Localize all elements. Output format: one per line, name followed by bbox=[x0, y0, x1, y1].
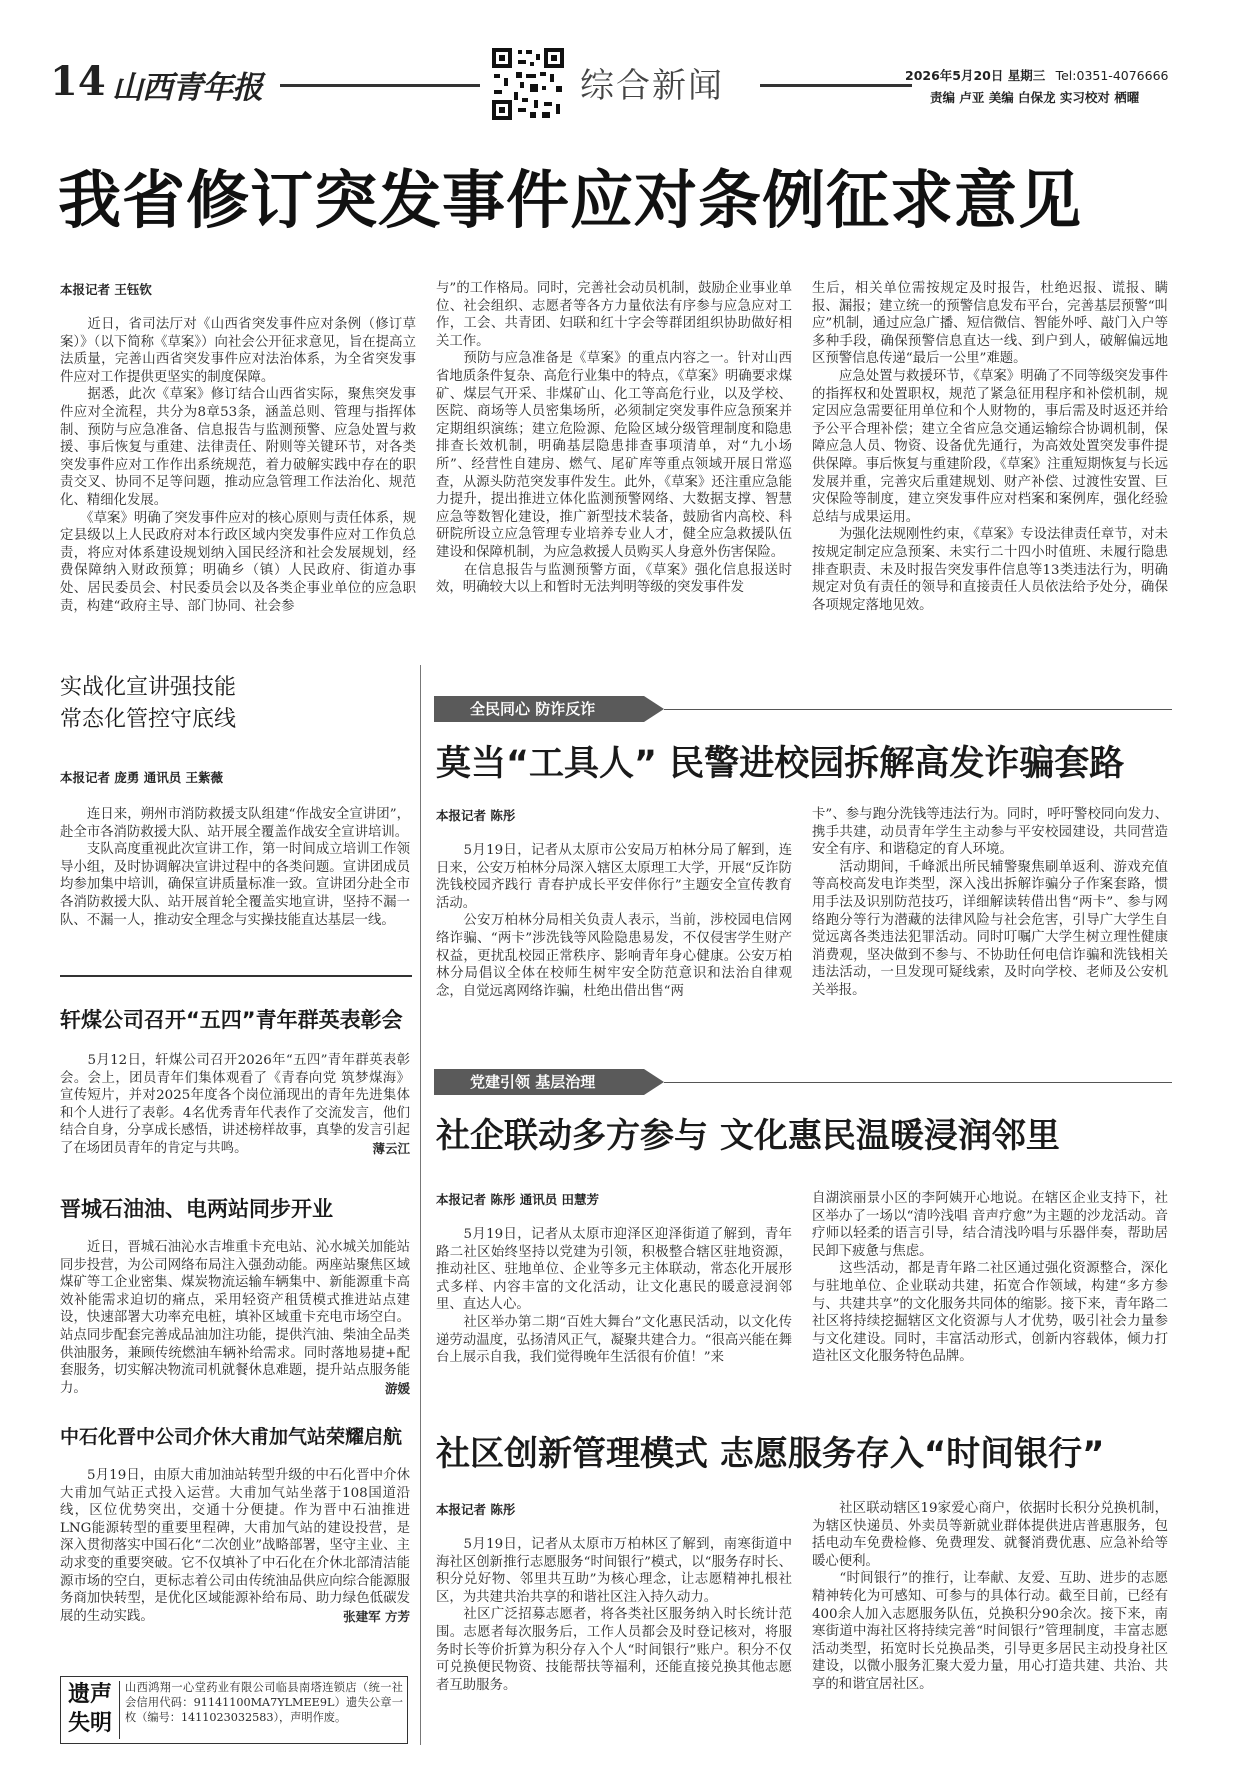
masthead-rule-left bbox=[280, 84, 480, 87]
qr-code-icon bbox=[490, 46, 566, 122]
section-tag-anti-fraud: 全民同心 防诈反诈 bbox=[434, 696, 644, 722]
story-c-column-2: 自湖滨丽景小区的李阿姨开心地说。在辖区企业支持下，社区举办了一场以“清吟浅唱 音声疗愈”为主题的沙龙活动。音疗师以轻柔的语言引导，结合清浅吟唱与乐器伴奏，帮助居民卸下疲惫与焦虑。 这些活动，都是青年路二社区通过强化资源整合，深化与驻地单位、企业联动共建，拓宽合作领域，构建“多方参与、共建共享”的文化服务共同体的缩影。接下来，青年路二社区将持续挖掘辖区文化资源与人才优势，吸引社会力量参与文化建设。同时，丰富活动形式，创新内容载体，倾力打造社区文化服务特色品牌。 bbox=[812, 1191, 1168, 1365]
story-d-column-1: 5月19日，记者从太原市万柏林区了解到，南寒街道中海社区创新推行志愿服务“时间银行”模式，以“服务存时长、积分兑好物、邻里共互助”为核心理念，让志愿精神扎根社区，为共建共治共享的和谐社区注入持久动力。 社区广泛招募志愿者，将各类社区服务纳入时长统计范围。志愿者每次服务后，工作人员都会及时登记核对，将服务时长等价折算为积分存入个人“时间银行”账户。积分不仅可兑换便民物资、技能帮扶等福利，还能直接兑换其他志愿者互助服务。 bbox=[436, 1537, 792, 1693]
story-b-column-1: 5月19日，记者从太原市公安局万柏林分局了解到，连日来，公安万柏林分局深入辖区太原理工大学，开展“反诈防洗钱校园齐践行 青春护成长平安伴你行”主题安全宣传教育活动。 公安万柏林分局相关负责人表示，当前，涉校园电信网络诈骗、“两卡”涉洗钱等风险隐患易发，不仅侵害学生财产权益，更扰乱校园正常秩序、影响青年身心健康。公安万柏林分局倡议全体在校师生树牢安全防范意识和法治自律观念，自觉远离网络诈骗，杜绝出借出售“两 bbox=[436, 843, 792, 999]
lead-column-2: 与”的工作格局。同时，完善社会动员机制，鼓励企业事业单位、社会组织、志愿者等各方力量依法有序参与应急应对工作，工会、共青团、妇联和红十字会等群团组织协助做好相关工作。 预防与应急准备是《草案》的重点内容之一。针对山西省地质条件复杂、高危行业集中的特点，《草案》明确要求煤矿、煤层气开采、非煤矿山、化工等高危行业，以及学校、医院、商场等人员密集场所，必须制定突发事件应急预案并定期组织演练；建立危险源、危险区域分级管理制度和隐患排查长效机制，明确基层隐患排查事项清单，对“九小场所”、经营性自建房、燃气、尾矿库等重点领域开展日常巡查，从源头防范突发事件发生。此外，《草案》还注重应急能力提升，提出推进立体化监测预警网络、大数据支撑、智慧应急等数智化建设，推广新型技术装备，鼓励省内高校、科研院所设立应急管理专业培养专业人才，健全应急救援队伍建设和保障机制，为应急救援人员购买人身意外伤害保险。 在信息报告与监测预警方面，《草案》强化信息报送时效，明确较大以上和暂时无法判明等级的突发事件发 bbox=[436, 281, 792, 596]
phone-number: Tel:0351-4076666 bbox=[1055, 68, 1169, 83]
notice-divider bbox=[119, 1681, 120, 1739]
brief-2-headline: 轩煤公司召开“五四”青年群英表彰会 bbox=[60, 1008, 403, 1032]
story-b-headline: 莫当“工具人” 民警进校园拆解高发诈骗套路 bbox=[436, 744, 1125, 784]
brief-1-text: 连日来，朔州市消防救援支队组建“作战安全宣讲团”，赴全市各消防救援大队、站开展全覆盖作战安全宣讲培训。 支队高度重视此次宣讲工作，第一时间成立培训工作领导小组，及时协调解决宣讲过程中的各类问题。宣讲团成员均参加集中培训，确保宣讲质量标准一致。宣讲团分赴全市各消防救援大队、站开展首轮全覆盖实地宣讲，坚持不漏一队、不漏一人，推动安全理念与实操技能直达基层一线。 bbox=[60, 807, 410, 928]
editors-line: 责编 卢亚 美编 白保龙 实习校对 栖曜 bbox=[930, 90, 1140, 105]
story-b-column-2: 卡”、参与跑分洗钱等违法行为。同时，呼吁警校同向发力、携手共建，动员青年学生主动参与平安校园建设，共同营造安全有序、和谐稳定的育人环境。 活动期间，千峰派出所民辅警聚焦刷单返利、游戏充值等高校高发电诈类型，深入浅出拆解诈骗分子作案套路，惯用手法及识别防范技巧，详细解读转借出售“两卡”、参与网络跑分等行为潜藏的法律风险与社会危害，引导广大学生自觉远离各类违法犯罪活动。同时叮嘱广大学生树立理性健康消费观，坚决做到不参与、不协助任何电信诈骗和洗钱相关违法活动，一旦发现可疑线索，及时向学校、老师及公安机关举报。 bbox=[812, 807, 1168, 998]
brief-1-byline: 本报记者 庞勇 通讯员 王紫薇 bbox=[60, 770, 224, 785]
story-d-column-2: 社区联动辖区19家爱心商户，依据时长积分兑换机制，为辖区快递员、外卖员等新就业群体提供进店普惠服务，包括电动车免费检修、免费理发、就餐消费优惠、应急补给等暖心便利。 “时间银行”的推行，让奉献、友爱、互助、进步的志愿精神转化为可感知、可参与的具体行动。截至目前，已经有400余人加入志愿服务队伍，兑换积分90余次。接下来，南寒街道中海社区将持续完善“时间银行”管理制度，丰富志愿活动类型，拓宽时长兑换品类，引导更多居民主动投身社区建设，以微小服务汇聚大爱力量，用心打造共建、共治、共享的和谐宜居社区。 bbox=[812, 1501, 1168, 1692]
brief-2-text bbox=[60, 1052, 410, 1158]
brief-story-1 bbox=[60, 672, 410, 929]
brief-4-body: 5月19日，由原大甫加油站转型升级的中石化晋中介休大甫加气站正式投入运营。大甫加气站坐落于108国道沿线，区位优势突出，交通十分便捷。作为晋中石油推进LNG能源转型的重要里程碑，大甫加气站的建设投营，是深入贯彻落实中国石化“二次创业”战略部署，坚守主业、主动求变的重要突破。它不仅填补了中石化在介休北部清洁能源市场的空白，更标志着公司由传统油品供应向综合能源服务商加快转型，是优化区域能源补给布局、助力绿色低碳发展的生动实践。 bbox=[60, 1468, 410, 1624]
story-c-byline: 本报记者 陈彤 通讯员 田慧芳 bbox=[436, 1192, 600, 1207]
brief-3-text bbox=[60, 1239, 410, 1397]
divider-left-1 bbox=[60, 975, 412, 977]
story-d-byline: 本报记者 陈彤 bbox=[436, 1502, 516, 1517]
story-c-headline: 社企联动多方参与 文化惠民温暖浸润邻里 bbox=[436, 1116, 1060, 1156]
masthead-rule-right bbox=[760, 84, 912, 87]
notice-label bbox=[65, 1680, 115, 1738]
brief-2-author: 薄云江 bbox=[372, 1140, 410, 1156]
masthead bbox=[0, 0, 1242, 130]
lost-notice-box bbox=[60, 1676, 408, 1744]
brief-3-body: 近日，晋城石油沁水吉堆重卡充电站、沁水城关加能站同步投营，为公司网络布局注入强劲动能。两座站聚焦区域煤矿等工企业密集、煤炭物流运输车辆集中、新能源重卡高效补能需求迫切的痛点，采用轻资产租赁模式推进站点建设，快速部署大功率充电桩，填补区域重卡充电市场空白。站点同步配套完善成品油加注功能，提供汽油、柴油全品类供油服务，兼顾传统燃油车辆补给需求。同时落地易捷+配套服务，切实解决物流司机就餐休息难题，提升站点服务能力。 bbox=[60, 1240, 410, 1396]
column-divider bbox=[420, 665, 421, 1745]
tag-line-c bbox=[664, 1082, 1172, 1083]
brief-1-headline: 实战化宣讲强技能 常态化管控守底线 bbox=[60, 675, 237, 732]
notice-label-line-2: 失明 bbox=[67, 1711, 112, 1736]
brief-2-body: 5月12日，轩煤公司召开2026年“五四”青年群英表彰会。会上，团员青年们集体观看了《青春向党 筑梦煤海》宣传短片，并对2025年度各个岗位涌现出的青年先进集体和个人进行了表彰。4名优秀青年代表作了交流发言，他们结合自身，分享成长感悟，讲述榜样故事，真挚的发言引起了在场团员青年的肯定与共鸣。 bbox=[60, 1053, 410, 1156]
story-c-column-1: 5月19日，记者从太原市迎泽区迎泽街道了解到，青年路二社区始终坚持以党建为引领，积极整合辖区驻地资源，推动社区、驻地单位、企业等多元主体联动，常态化开展形式多样、内容丰富的文化活动，让文化惠民的暖意浸润邻里、直达人心。 社区举办第二期“百姓大舞台”文化惠民活动，以文化传递劳动温度，弘扬清风正气，凝聚共建合力。“很高兴能在舞台上展示自我，我们觉得晚年生活很有价值！”来 bbox=[436, 1227, 792, 1366]
story-b-byline: 本报记者 陈彤 bbox=[436, 808, 516, 823]
brief-4-author: 张建军 方芳 bbox=[343, 1608, 410, 1624]
brief-story-4 bbox=[60, 1422, 410, 1625]
brief-4-headline: 中石化晋中公司介休大甫加气站荣耀启航 bbox=[60, 1426, 403, 1448]
notice-text: 山西鸿翔一心堂药业有限公司临县南塔连锁店（统一社会信用代码：91141100MA7YLMEE9L）遗失公章一枚（编号：1411023032583），声明作废。 bbox=[125, 1681, 403, 1724]
brief-3-author: 游媛 bbox=[384, 1380, 410, 1396]
story-d-headline: 社区创新管理模式 志愿服务存入“时间银行” bbox=[436, 1434, 1105, 1474]
lead-headline: 我省修订突发事件应对条例征求意见 bbox=[58, 164, 1082, 237]
brief-4-text bbox=[60, 1467, 410, 1625]
section-tag-party-building: 党建引领 基层治理 bbox=[434, 1069, 644, 1095]
page-number: 14 bbox=[50, 58, 106, 105]
tag-line-b bbox=[664, 709, 1172, 710]
brief-3-headline: 晋城石油油、电两站同步开业 bbox=[60, 1197, 333, 1221]
lead-column-3: 生后，相关单位需按规定及时报告，杜绝迟报、谎报、瞒报、漏报；建立统一的预警信息发布平台，完善基层预警“叫应”机制，通过应急广播、短信微信、智能外呼、敲门入户等多种手段，确保预警信息直达一线、到户到人，破解偏远地区预警信息传递“最后一公里”难题。 应急处置与救援环节，《草案》明确了不同等级突发事件的指挥权和处置职权，规范了紧急征用程序和补偿机制，规定因应急需要征用单位和个人财物的，事后需及时返还并给予公平合理补偿；建立全省应急交通运输综合协调机制，保障应急人员、物资、设备优先通行，为高效处置突发事件提供保障。事后恢复与重建阶段，《草案》注重短期恢复与长远发展并重，完善灾后重建规划、财产补偿、过渡性安置、巨灾保险等制度，建立突发事件应对档案和案例库，强化经验总结与成果运用。 为强化法规刚性约束，《草案》专设法律责任章节，对未按规定制定应急预案、未实行二十四小时值班、未履行隐患排查职责、未及时报告突发事件信息等13类违法行为，明确规定对负有责任的领导和直接责任人员依法给予处分，确保各项规定落地见效。 bbox=[812, 281, 1168, 613]
issue-date: 2026年5月20日 星期三 bbox=[905, 68, 1046, 83]
lead-byline: 本报记者 王钰钦 bbox=[60, 282, 152, 297]
brief-story-3 bbox=[60, 1193, 410, 1397]
brief-story-2 bbox=[60, 1004, 410, 1158]
section-title: 综合新闻 bbox=[580, 66, 724, 106]
lead-column-1: 近日，省司法厅对《山西省突发事件应对条例（修订草案）》（以下简称《草案》）向社会公开征求意见，旨在提高立法质量，完善山西省突发事件应对法治体系，为全省突发事件应对工作提供更坚实的制度保障。 据悉，此次《草案》修订结合山西省实际，聚焦突发事件应对全流程，共分为8章53条，涵盖总则、管理与指挥体制、预防与应急准备、信息报告与监测预警、应急处置与救援、事后恢复与重建、法律责任、附则等关键环节，对各类突发事件应对工作作出系统规范，着力破解实践中存在的职责交叉、协同不足等问题，推动应急管理工作法治化、规范化、精细化发展。 《草案》明确了突发事件应对的核心原则与责任体系，规定县级以上人民政府对本行政区域内突发事件应对工作负总责，将应对体系建设规划纳入国民经济和社会发展规划，经费保障纳入财政预算；明确乡（镇）人民政府、街道办事处、居民委员会、村民委员会以及各类企事业单位的应急职责，构建“政府主导、部门协同、社会参 bbox=[60, 317, 416, 614]
notice-label-line-1: 遗声 bbox=[67, 1682, 112, 1707]
paper-name-logo: 山西青年报 bbox=[112, 70, 262, 106]
